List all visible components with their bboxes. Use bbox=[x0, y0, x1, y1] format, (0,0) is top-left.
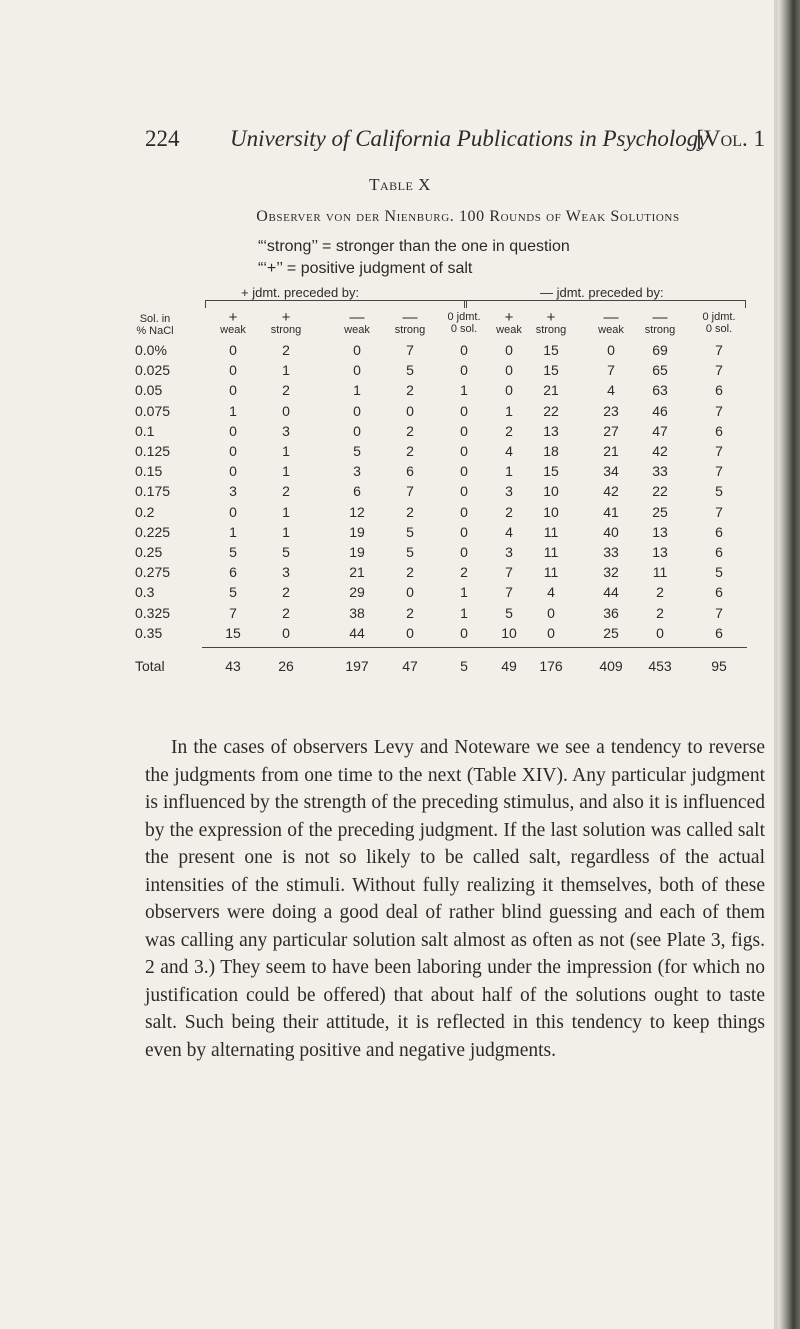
row-label: 0.0% bbox=[135, 342, 167, 358]
table-cell: 4 bbox=[607, 382, 615, 399]
table-cell: 2 bbox=[406, 382, 414, 399]
table-cell: 0 bbox=[460, 342, 468, 358]
table-cell: 2 bbox=[406, 503, 414, 520]
table-cell: 5 bbox=[282, 544, 290, 560]
table-cell: 69 bbox=[652, 342, 668, 358]
table-cell: 2 bbox=[505, 422, 513, 439]
group-brace-negative bbox=[464, 300, 746, 308]
table-cell: 0 bbox=[229, 422, 237, 439]
table-cell: 21 bbox=[543, 382, 559, 399]
table-cell: 5 bbox=[229, 584, 237, 601]
table-cell: 0 bbox=[282, 402, 290, 419]
table-cell: 0 bbox=[353, 422, 361, 439]
table-cell: 1 bbox=[460, 382, 468, 399]
table-cell: 2 bbox=[406, 443, 414, 459]
table-cell: 3 bbox=[353, 463, 361, 480]
table-cell: 0 bbox=[229, 443, 237, 459]
table-cell: 29 bbox=[349, 584, 365, 601]
definition-plus: “‘+’’ = positive judgment of salt bbox=[258, 260, 473, 277]
total-cell: 95 bbox=[711, 658, 727, 674]
total-label: Total bbox=[135, 658, 165, 674]
page-number: 224 bbox=[145, 126, 180, 151]
table-cell: 25 bbox=[652, 503, 668, 520]
table-cell: 0 bbox=[607, 342, 615, 358]
table-cell: 7 bbox=[715, 362, 723, 379]
table-cell: 0 bbox=[229, 362, 237, 379]
row-label: 0.1 bbox=[135, 422, 155, 439]
column-sign: + bbox=[281, 309, 291, 326]
row-label: 0.075 bbox=[135, 402, 171, 419]
table-caption: Table X bbox=[369, 175, 431, 194]
volume-label: [Vol. 1 bbox=[696, 126, 765, 151]
table-cell: 1 bbox=[505, 402, 513, 419]
table-cell: 13 bbox=[543, 422, 559, 439]
column-label-bottom: % NaCl bbox=[136, 325, 174, 337]
table-cell: 44 bbox=[349, 624, 365, 641]
column-label-bottom: strong bbox=[270, 324, 302, 336]
column-label-bottom: weak bbox=[344, 324, 370, 336]
column-sign: — bbox=[402, 309, 418, 326]
table-cell: 7 bbox=[715, 463, 723, 480]
table-cell: 18 bbox=[543, 443, 559, 459]
table-cell: 1 bbox=[353, 382, 361, 399]
table-cell: 0 bbox=[229, 463, 237, 480]
table-cell: 5 bbox=[406, 544, 414, 560]
table-cell: 7 bbox=[715, 342, 723, 358]
column-sign: — bbox=[349, 309, 365, 326]
table-cell: 1 bbox=[282, 523, 290, 540]
table-cell: 2 bbox=[406, 422, 414, 439]
table-cell: 11 bbox=[543, 544, 559, 560]
row-label: 0.025 bbox=[135, 362, 171, 379]
table-cell: 23 bbox=[603, 402, 619, 419]
table-cell: 6 bbox=[715, 544, 723, 560]
column-sign: + bbox=[228, 309, 238, 326]
table-cell: 21 bbox=[349, 564, 365, 581]
table-cell: 10 bbox=[543, 483, 559, 500]
table-cell: 33 bbox=[603, 544, 619, 560]
row-label: 0.35 bbox=[135, 624, 163, 641]
table-cell: 1 bbox=[282, 362, 290, 379]
table-cell: 0 bbox=[460, 624, 468, 641]
table-cell: 11 bbox=[543, 564, 559, 581]
column-sign: + bbox=[546, 309, 556, 326]
table-cell: 0 bbox=[406, 584, 414, 601]
table-cell: 36 bbox=[603, 604, 619, 621]
table-cell: 46 bbox=[652, 402, 668, 419]
column-label-top: Sol. in bbox=[139, 313, 171, 325]
table-cell: 2 bbox=[282, 584, 290, 601]
table-cell: 7 bbox=[715, 503, 723, 520]
row-label: 0.225 bbox=[135, 523, 171, 540]
column-header bbox=[115, 313, 195, 337]
table-cell: 0 bbox=[353, 402, 361, 419]
table-cell: 44 bbox=[603, 584, 619, 601]
table-cell: 1 bbox=[282, 503, 290, 520]
column-label-bottom: strong bbox=[535, 324, 567, 336]
column-label-bottom: weak bbox=[220, 324, 246, 336]
table-cell: 7 bbox=[406, 342, 414, 358]
table-cell: 0 bbox=[406, 624, 414, 641]
table-cell: 2 bbox=[656, 604, 664, 621]
row-label: 0.325 bbox=[135, 604, 171, 621]
table-cell: 0 bbox=[229, 382, 237, 399]
table-cell: 63 bbox=[652, 382, 668, 399]
table-cell: 2 bbox=[282, 342, 290, 358]
table-cell: 0 bbox=[460, 443, 468, 459]
table-cell: 34 bbox=[603, 463, 619, 480]
row-label: 0.175 bbox=[135, 483, 171, 500]
table-cell: 6 bbox=[715, 382, 723, 399]
table-cell: 13 bbox=[652, 544, 668, 560]
table-cell: 15 bbox=[543, 463, 559, 480]
table-cell: 1 bbox=[282, 443, 290, 459]
table-cell: 7 bbox=[406, 483, 414, 500]
table-cell: 1 bbox=[282, 463, 290, 480]
table-cell: 0 bbox=[505, 382, 513, 399]
table-cell: 42 bbox=[652, 443, 668, 459]
total-cell: 47 bbox=[402, 658, 418, 674]
table-cell: 21 bbox=[603, 443, 619, 459]
group-brace-positive bbox=[205, 300, 467, 308]
table-cell: 22 bbox=[652, 483, 668, 500]
table-cell: 6 bbox=[229, 564, 237, 581]
total-cell: 5 bbox=[460, 658, 468, 674]
table-cell: 5 bbox=[406, 362, 414, 379]
table-cell: 0 bbox=[460, 503, 468, 520]
table-subtitle: Observer von der Nienburg. 100 Rounds of Weak Solutions bbox=[256, 208, 680, 225]
table-cell: 0 bbox=[460, 362, 468, 379]
table-cell: 1 bbox=[460, 584, 468, 601]
table-cell: 0 bbox=[547, 624, 555, 641]
table-cell: 0 bbox=[460, 483, 468, 500]
column-sign: + bbox=[504, 309, 514, 326]
table-cell: 15 bbox=[225, 624, 241, 641]
table-cell: 19 bbox=[349, 544, 365, 560]
table-cell: 15 bbox=[543, 342, 559, 358]
table-cell: 11 bbox=[652, 564, 668, 581]
table-cell: 2 bbox=[460, 564, 468, 581]
table-cell: 25 bbox=[603, 624, 619, 641]
table-cell: 6 bbox=[715, 624, 723, 641]
table-cell: 0 bbox=[406, 402, 414, 419]
table-cell: 5 bbox=[229, 544, 237, 560]
column-label-bottom: 0 sol. bbox=[450, 323, 478, 335]
page-edge-shadow bbox=[778, 0, 800, 1329]
table-cell: 0 bbox=[282, 624, 290, 641]
table-cell: 38 bbox=[349, 604, 365, 621]
table-cell: 0 bbox=[656, 624, 664, 641]
total-cell: 176 bbox=[539, 658, 563, 674]
column-header bbox=[246, 311, 326, 336]
total-cell: 453 bbox=[648, 658, 672, 674]
table-cell: 42 bbox=[603, 483, 619, 500]
table-cell: 12 bbox=[349, 503, 365, 520]
row-label: 0.25 bbox=[135, 544, 163, 560]
table-cell: 65 bbox=[652, 362, 668, 379]
column-label-top: 0 jdmt. bbox=[447, 311, 481, 323]
table-cell: 0 bbox=[547, 604, 555, 621]
table-cell: 22 bbox=[543, 402, 559, 419]
table-cell: 1 bbox=[229, 523, 237, 540]
definition-strong: “‘strong’’ = stronger than the one in question bbox=[258, 238, 570, 255]
running-header bbox=[145, 126, 765, 160]
group-header-positive: + jdmt. preceded by: bbox=[241, 285, 360, 300]
row-label: 0.15 bbox=[135, 463, 163, 480]
column-label-bottom: strong bbox=[394, 324, 426, 336]
table-cell: 6 bbox=[715, 422, 723, 439]
table-cell: 5 bbox=[353, 443, 361, 459]
table-cell: 10 bbox=[543, 503, 559, 520]
row-label: 0.2 bbox=[135, 503, 155, 520]
table-cell: 40 bbox=[603, 523, 619, 540]
running-title: University of California Publications in Psychology bbox=[230, 126, 709, 151]
table-cell: 2 bbox=[282, 382, 290, 399]
table-cell: 7 bbox=[505, 584, 513, 601]
table-cell: 7 bbox=[715, 443, 723, 459]
body-paragraph: In the cases of observers Levy and Noteware we see a tendency to reverse the judgments from one time to the next (Table XIV). Any particular judgment is influenced by the strength of the preceding stimulus, and also it is influenced by the expression of the preceding judgment. If the last solution was called salt the present one is not so likely to be called salt, regardless of the actual intensities of the stimuli. Without fully realizing it themselves, both of these observers were doing a good deal of rather blind guessing and each of them was calling any particular solution salt almost as often as not (see Plate 3, figs. 2 and 3.) They seem to have been laboring under the impression (for which no justification could be offered) that about half of the solutions ought to taste salt. Such being their attitude, it is reflected in this tendency to keep things even by alternating positive and negative judgments. bbox=[145, 737, 765, 1061]
table-cell: 0 bbox=[229, 503, 237, 520]
table-cell: 0 bbox=[353, 362, 361, 379]
total-cell: 49 bbox=[501, 658, 517, 674]
table-cell: 0 bbox=[353, 342, 361, 358]
table-cell: 2 bbox=[406, 604, 414, 621]
row-label: 0.05 bbox=[135, 382, 163, 399]
table-cell: 6 bbox=[406, 463, 414, 480]
total-rule bbox=[202, 647, 747, 648]
table-cell: 0 bbox=[460, 463, 468, 480]
row-label: 0.3 bbox=[135, 584, 155, 601]
table-cell: 4 bbox=[505, 443, 513, 459]
row-label: 0.275 bbox=[135, 564, 171, 581]
row-label: 0.125 bbox=[135, 443, 171, 459]
table-cell: 47 bbox=[652, 422, 668, 439]
table-cell: 0 bbox=[460, 402, 468, 419]
table-cell: 0 bbox=[229, 342, 237, 358]
table-cell: 1 bbox=[505, 463, 513, 480]
column-label-bottom: strong bbox=[644, 324, 676, 336]
table-cell: 6 bbox=[715, 523, 723, 540]
table-cell: 6 bbox=[715, 584, 723, 601]
table-cell: 1 bbox=[229, 402, 237, 419]
table-cell: 32 bbox=[603, 564, 619, 581]
table-cell: 7 bbox=[715, 604, 723, 621]
table-cell: 3 bbox=[282, 422, 290, 439]
table-cell: 2 bbox=[656, 584, 664, 601]
table-cell: 5 bbox=[505, 604, 513, 621]
total-cell: 26 bbox=[278, 658, 294, 674]
table-cell: 0 bbox=[460, 544, 468, 560]
table-cell: 7 bbox=[505, 564, 513, 581]
table-cell: 0 bbox=[505, 362, 513, 379]
table-cell: 3 bbox=[282, 564, 290, 581]
table-cell: 2 bbox=[282, 604, 290, 621]
table-cell: 3 bbox=[229, 483, 237, 500]
table-cell: 27 bbox=[603, 422, 619, 439]
body-text bbox=[145, 734, 765, 1064]
table-cell: 11 bbox=[543, 523, 559, 540]
table-cell: 2 bbox=[406, 564, 414, 581]
table-cell: 33 bbox=[652, 463, 668, 480]
column-header bbox=[679, 311, 759, 335]
table-cell: 5 bbox=[406, 523, 414, 540]
table-cell: 2 bbox=[282, 483, 290, 500]
table-cell: 5 bbox=[715, 483, 723, 500]
group-header-negative: — jdmt. preceded by: bbox=[540, 285, 664, 300]
table-cell: 0 bbox=[460, 523, 468, 540]
table-cell: 4 bbox=[547, 584, 555, 601]
table-cell: 2 bbox=[505, 503, 513, 520]
column-label-bottom: weak bbox=[598, 324, 624, 336]
table-cell: 0 bbox=[505, 342, 513, 358]
table-cell: 6 bbox=[353, 483, 361, 500]
table-cell: 7 bbox=[715, 402, 723, 419]
table-cell: 15 bbox=[543, 362, 559, 379]
column-label-bottom: weak bbox=[496, 324, 522, 336]
table-cell: 13 bbox=[652, 523, 668, 540]
column-sign: — bbox=[603, 309, 619, 326]
table-cell: 1 bbox=[460, 604, 468, 621]
column-sign: — bbox=[652, 309, 668, 326]
table-cell: 3 bbox=[505, 544, 513, 560]
total-cell: 197 bbox=[345, 658, 369, 674]
total-cell: 43 bbox=[225, 658, 241, 674]
column-label-bottom: 0 sol. bbox=[705, 323, 733, 335]
table-cell: 0 bbox=[460, 422, 468, 439]
table-cell: 4 bbox=[505, 523, 513, 540]
column-label-top: 0 jdmt. bbox=[702, 311, 736, 323]
table-cell: 7 bbox=[229, 604, 237, 621]
page-edge-band bbox=[774, 0, 778, 1329]
table-cell: 7 bbox=[607, 362, 615, 379]
table-cell: 41 bbox=[603, 503, 619, 520]
table-cell: 10 bbox=[501, 624, 517, 641]
table-cell: 5 bbox=[715, 564, 723, 581]
table-cell: 19 bbox=[349, 523, 365, 540]
total-cell: 409 bbox=[599, 658, 623, 674]
table-cell: 3 bbox=[505, 483, 513, 500]
